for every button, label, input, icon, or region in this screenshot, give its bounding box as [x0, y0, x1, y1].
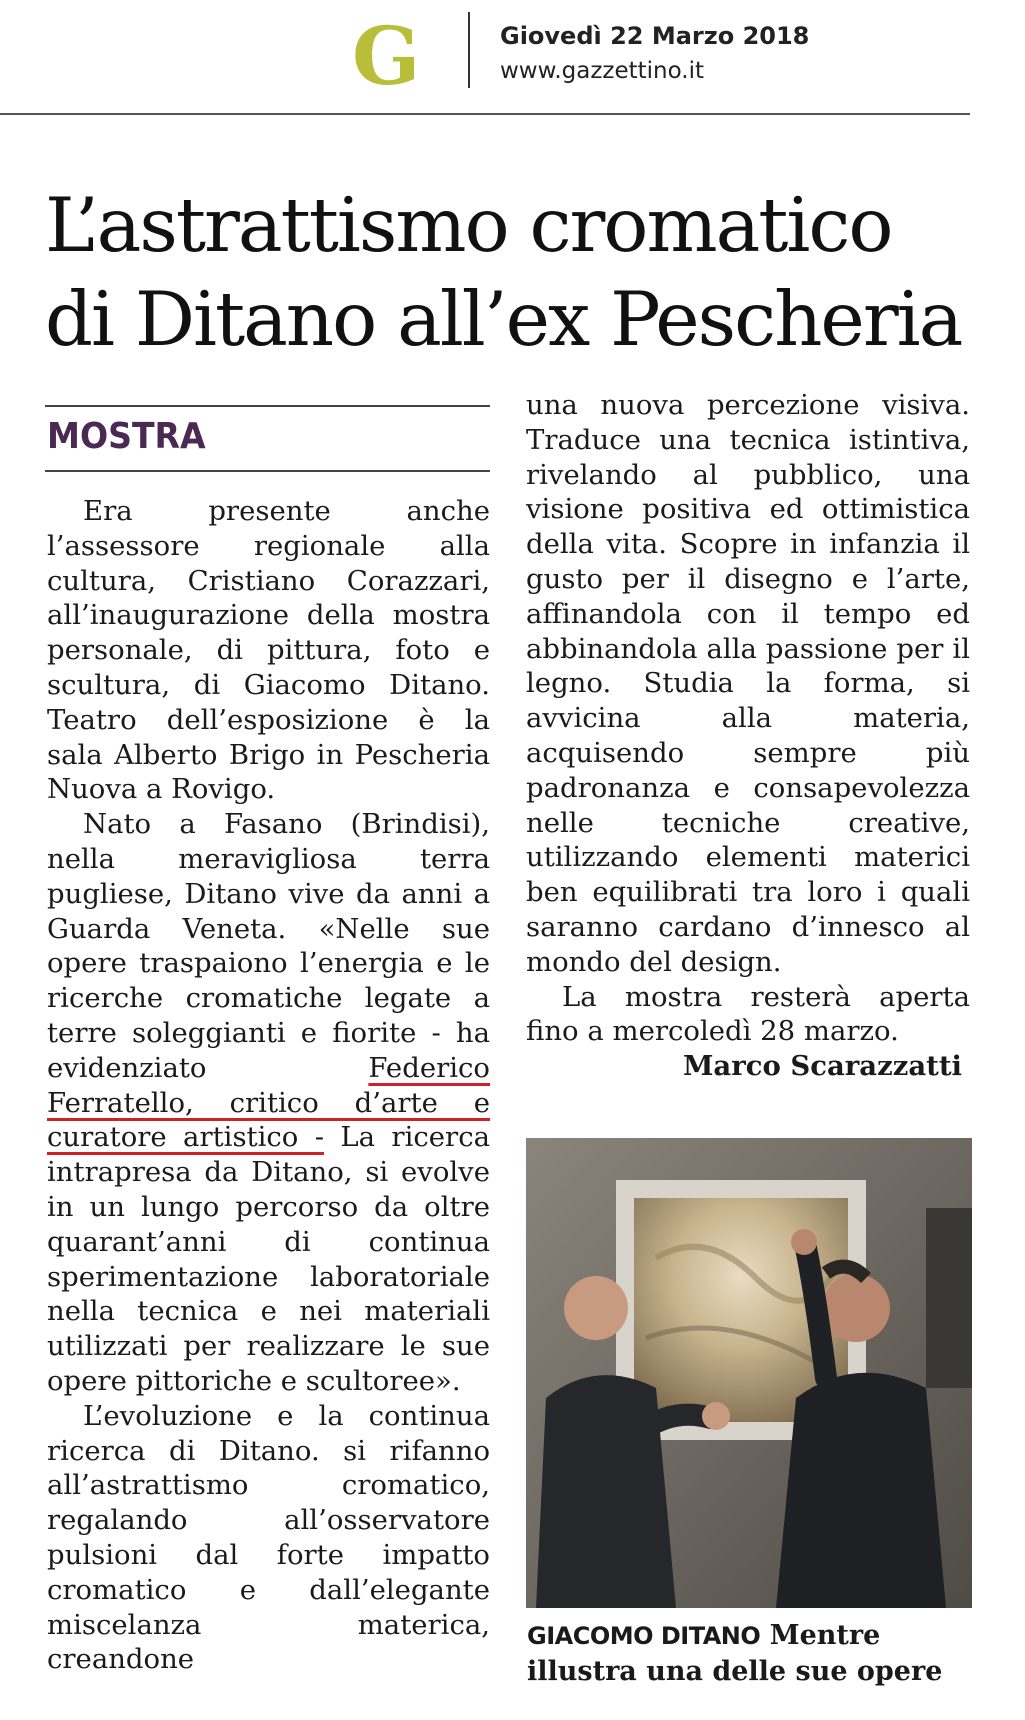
section-label: MOSTRA: [47, 416, 206, 457]
header-divider: [468, 12, 470, 88]
section-rule-bottom: [45, 470, 490, 472]
header-rule: [0, 113, 970, 115]
article-column-left: [47, 494, 490, 1677]
article-column-right: [526, 388, 970, 1084]
paragraph: [47, 807, 490, 1399]
caption-subject: GIACOMO DITANO: [527, 1622, 761, 1650]
article-photo: [526, 1138, 972, 1608]
paragraph: La mostra resterà aperta fino a mercoledì 28 marzo.: [526, 980, 970, 1048]
newspaper-logo: G: [352, 9, 421, 103]
caption-text: Mentre illustra una delle sue opere: [527, 1620, 943, 1687]
photo-illustration: [526, 1138, 972, 1608]
issue-date: Giovedì 22 Marzo 2018: [500, 22, 810, 50]
article-headline: L’astrattismo cromatico di Ditano all’ex Pescheria: [45, 181, 962, 363]
paragraph: L’evoluzione e la continua ricerca di Ditano. si rifanno all’astrattismo cromatico, regalando all’osservatore pulsioni dal forte impatto cromatico e dall’elegante miscelanza materica, creandone: [47, 1399, 490, 1676]
paragraph: una nuova percezione visiva. Traduce una tecnica istintiva, rivelando al pubblico, una visione positiva ed ottimistica della vita. Scopre in infanzia il gusto per il disegno e l’arte, affinandola con il tempo ed abbinandola alla passione per il legno. Studia la forma, si avvicina alla materia, acquisendo sempre più padronanza e consapevolezza nelle tecniche creative, utilizzando elementi materici ben equilibrati tra loro i quali saranno cardano d’innesco al mondo del design.: [526, 389, 970, 978]
paragraph: Era presente anche l’assessore regionale alla cultura, Cristiano Corazzari, all’inaugurazione della mostra personale, di pittura, foto e scultura, di Giacomo Ditano. Teatro dell’esposizione è la sala Alberto Brigo in Pescheria Nuova a Rovigo.: [47, 495, 490, 806]
photo-caption: [527, 1618, 977, 1690]
author-byline: Marco Scarazzatti: [682, 1050, 962, 1083]
website-url: www.gazzettino.it: [500, 58, 705, 84]
paragraph-text: Nato a Fasano (Brindisi), nella meravigliosa terra pugliese, Ditano vive da anni a Guarda Veneta. «Nelle sue opere traspaiono l’energia e le ricerche cromatiche legate a terre soleggianti e fiorite - ha evidenziato: [47, 808, 490, 1084]
section-rule-top: [45, 405, 490, 407]
paragraph-text: La ricerca intrapresa da Ditano, si evolve in un lungo percorso da oltre quarant’anni di continua sperimentazione laboratoriale nella tecnica e nei materiali utilizzati per realizzare le sue opere pittoriche e scultoree».: [47, 1121, 490, 1397]
highlighted-quote-attribution: Federico Ferratello, critico d’arte e curatore artistico -: [47, 1051, 490, 1154]
